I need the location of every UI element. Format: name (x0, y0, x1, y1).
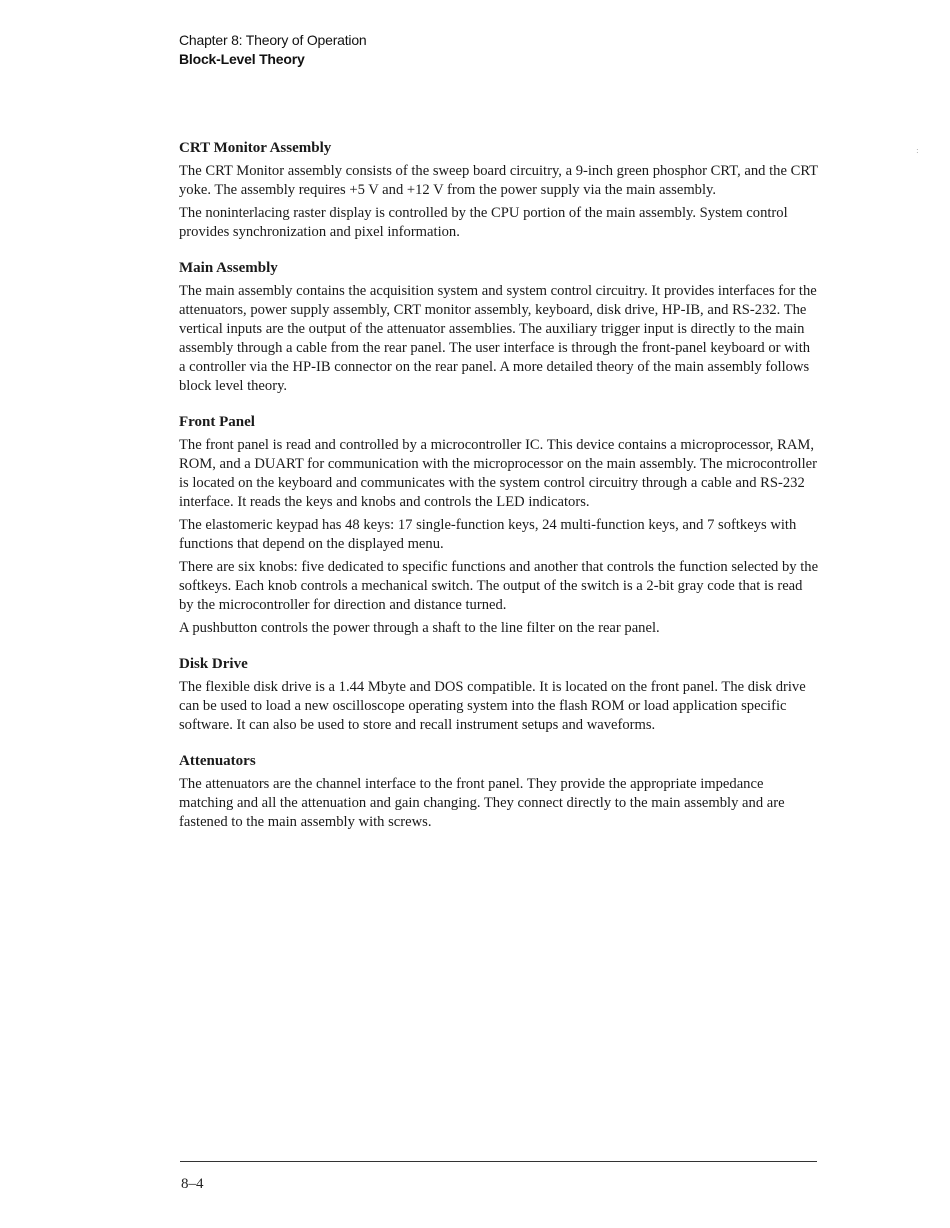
paragraph: The elastomeric keypad has 48 keys: 17 single-function keys, 24 multi-function keys, and 7 softkeys with functions that depend on the displayed menu. (179, 517, 797, 552)
paragraph: The front panel is read and controlled by a microcontroller IC. This device contains a microprocessor, RAM, ROM, and a DUART for communication with the microprocessor on the main assembly. The microcontroller is located on the keyboard and communicates with the system control circuitry through a cable and RS-232 interface. It reads the keys and knobs and controls the LED indicators. (179, 437, 817, 510)
paragraph: The noninterlacing raster display is controlled by the CPU portion of the main assembly. System control provides synchronization and pixel information. (179, 205, 788, 240)
section-front-panel (179, 413, 819, 638)
section-attenuators (179, 752, 819, 832)
paragraph: The CRT Monitor assembly consists of the sweep board circuitry, a 9-inch green phosphor CRT, and the CRT yoke. The assembly requires +5 V and +12 V from the power supply via the main assembly. (179, 163, 818, 198)
paragraph: A pushbutton controls the power through a shaft to the line filter on the rear panel. (179, 620, 660, 636)
page-number: 8–4 (181, 1176, 204, 1192)
section-subtitle: Block-Level Theory (179, 51, 305, 67)
section-heading: Main Assembly (179, 260, 278, 276)
margin-speck: : (916, 146, 919, 155)
section-disk-drive (179, 655, 819, 735)
paragraph: There are six knobs: five dedicated to specific functions and another that controls the function selected by the softkeys. Each knob controls a mechanical switch. The output of the switch is a 2-bit gray code that is read by the microcontroller for direction and distance turned. (179, 559, 819, 613)
paragraph: The flexible disk drive is a 1.44 Mbyte and DOS compatible. It is located on the front panel. The disk drive can be used to load a new oscilloscope operating system into the flash ROM or load application specific software. It can also be used to store and recall instrument setups and waveforms. (179, 679, 806, 733)
section-heading: Front Panel (179, 414, 255, 430)
page-body (179, 139, 819, 849)
section-heading: CRT Monitor Assembly (179, 140, 332, 156)
running-header (179, 31, 367, 69)
paragraph: The attenuators are the channel interface to the front panel. They provide the appropriate impedance matching and all the attenuation and gain changing. They connect directly to the main assembly and are fastened to the main assembly with screws. (179, 776, 785, 830)
paragraph: The main assembly contains the acquisition system and system control circuitry. It provides interfaces for the attenuators, power supply assembly, CRT monitor assembly, keyboard, disk drive, HP-IB, and RS-232. The vertical inputs are the output of the attenuator assemblies. The auxiliary trigger input is directly to the main assembly through a cable from the rear panel. The user interface is through the front-panel keyboard or with a controller via the HP-IB connector on the rear panel. A more detailed theory of the main assembly follows block level theory. (179, 283, 817, 394)
section-heading: Attenuators (179, 753, 256, 769)
section-heading: Disk Drive (179, 656, 248, 672)
chapter-title: Chapter 8: Theory of Operation (179, 32, 367, 48)
section-main-assembly (179, 259, 819, 396)
footer-divider (180, 1161, 817, 1162)
section-crt-monitor-assembly (179, 139, 819, 242)
